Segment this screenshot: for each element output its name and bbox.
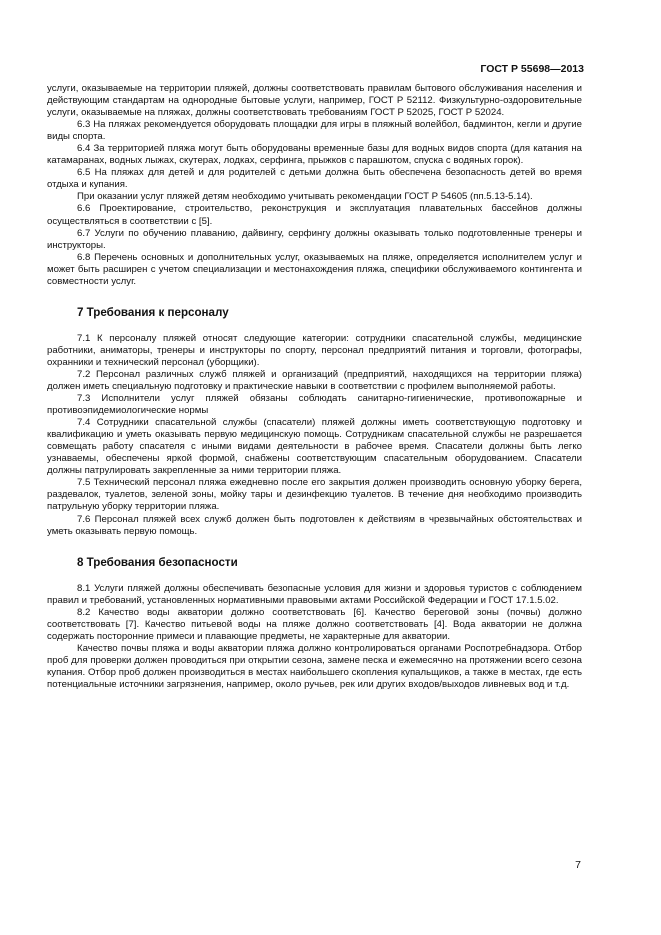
section-8-heading: 8 Требования безопасности xyxy=(77,555,238,569)
paragraph: 7.6 Персонал пляжей всех служб должен быть подготовлен к действиям в чрезвычайных обстоятельствах и уметь оказывать первую помощь. xyxy=(47,513,582,537)
paragraph: 7.5 Технический персонал пляжа ежедневно после его закрытия должен производить основную уборку берега, раздевалок, туалетов, зеленой зоны, мойку тары и дезинфекцию туалетов. В течение дня необходимо производить патрульную уборку территории пляжа. xyxy=(47,477,582,513)
paragraph: 7.4 Сотрудники спасательной службы (спасатели) пляжей должны иметь соответствующую подготовку и квалификацию и уметь оказывать первую медицинскую помощь. Сотрудникам спасательной службы не разрешается совмещать работу спасателя с иными видами деятельности в рабочее время. Спасатели должны быть легко узнаваемы, обеспечены яркой формой, снабжены соответствующим спасательным оборудованием. Спасатели должны патрулировать закрепленные за ними территории пляжа. xyxy=(47,417,582,477)
paragraph: При оказании услуг пляжей детям необходимо учитывать рекомендации ГОСТ Р 54605 (пп.5.13-5.14). xyxy=(77,191,533,203)
paragraph: 8.2 Качество воды акватории должно соответствовать [6]. Качество береговой зоны (почвы) должно соответствовать [7]. Качество питьевой воды на пляже должно соответствовать [4]. Вода акватории не должна содержать посторонние примеси и плавающие предметы, не характерные для акватории. xyxy=(47,606,582,642)
page-body xyxy=(47,83,582,691)
paragraph: Качество почвы пляжа и воды акватории пляжа должно контролироваться органами Роспотребнадзора. Отбор проб для проверки должен проводиться при открытии сезона, замене песка и ежемесячно на протяжении всего сезона купания. Отбор проб должен производиться в местах наибольшего скопления купальщиков, а также в местах, где есть потенциальные источники загрязнения, например, около ручьев, рек или других входов/выходов ливневых вод и т.д. xyxy=(47,642,582,690)
paragraph: услуги, оказываемые на территории пляжей, должны соответствовать правилам бытового обслуживания населения и действующим стандартам на однородные бытовые услуги, например, ГОСТ Р 52112. Физкультурно-оздоровительные услуги, оказываемые на пляжах, должны соответствовать требованиям ГОСТ Р 52025, ГОСТ Р 52024. xyxy=(47,83,582,119)
paragraph: 6.4 За территорией пляжа могут быть оборудованы временные базы для водных видов спорта (для катания на катамаранах, водных лыжах, скутерах, лодках, серфинга, прыжков с парашютом, спуска с водяных горок). xyxy=(47,143,582,167)
section-7-heading: 7 Требования к персоналу xyxy=(77,305,229,319)
paragraph: 7.3 Исполнители услуг пляжей обязаны соблюдать санитарно-гигиенические, противопожарные и противоэпидемиологические нормы xyxy=(47,393,582,417)
paragraph: 6.6 Проектирование, строительство, реконструкция и эксплуатация плавательных бассейнов должны осуществляться в соответствии с [5]. xyxy=(47,203,582,227)
paragraph: 7.2 Персонал различных служб пляжей и организаций (предприятий, находящихся на территории пляжа) должен иметь специальную подготовку и практические навыки в соответствии с профилем выполняемой работы. xyxy=(47,368,582,392)
document-id: ГОСТ Р 55698—2013 xyxy=(480,63,584,75)
paragraph: 6.5 На пляжах для детей и для родителей с детьми должна быть обеспечена безопасность детей во время отдыха и купания. xyxy=(47,167,582,191)
paragraph: 7.1 К персоналу пляжей относят следующие категории: сотрудники спасательной службы, медицинские работники, аниматоры, тренеры и инструкторы по спорту, персонал предприятий питания и торговли, фотографы, охранники и технический персонал (уборщики). xyxy=(47,332,582,368)
paragraph: 6.7 Услуги по обучению плаванию, дайвингу, серфингу должны оказывать только подготовленные тренеры и инструкторы. xyxy=(47,227,582,251)
page-number: 7 xyxy=(575,859,581,871)
paragraph: 6.3 На пляжах рекомендуется оборудовать площадки для игры в пляжный волейбол, бадминтон, кегли и другие виды спорта. xyxy=(47,119,582,143)
paragraph: 6.8 Перечень основных и дополнительных услуг, оказываемых на пляже, определяется исполнителем услуг и может быть расширен с учетом специализации и местонахождения пляжа, специфики обслуживаемого контингента и совместности услуг. xyxy=(47,251,582,287)
paragraph: 8.1 Услуги пляжей должны обеспечивать безопасные условия для жизни и здоровья туристов с соблюдением правил и требований, установленных нормативными правовыми актами Российской Федерации и ГОСТ 17.1.5.02. xyxy=(47,582,582,606)
